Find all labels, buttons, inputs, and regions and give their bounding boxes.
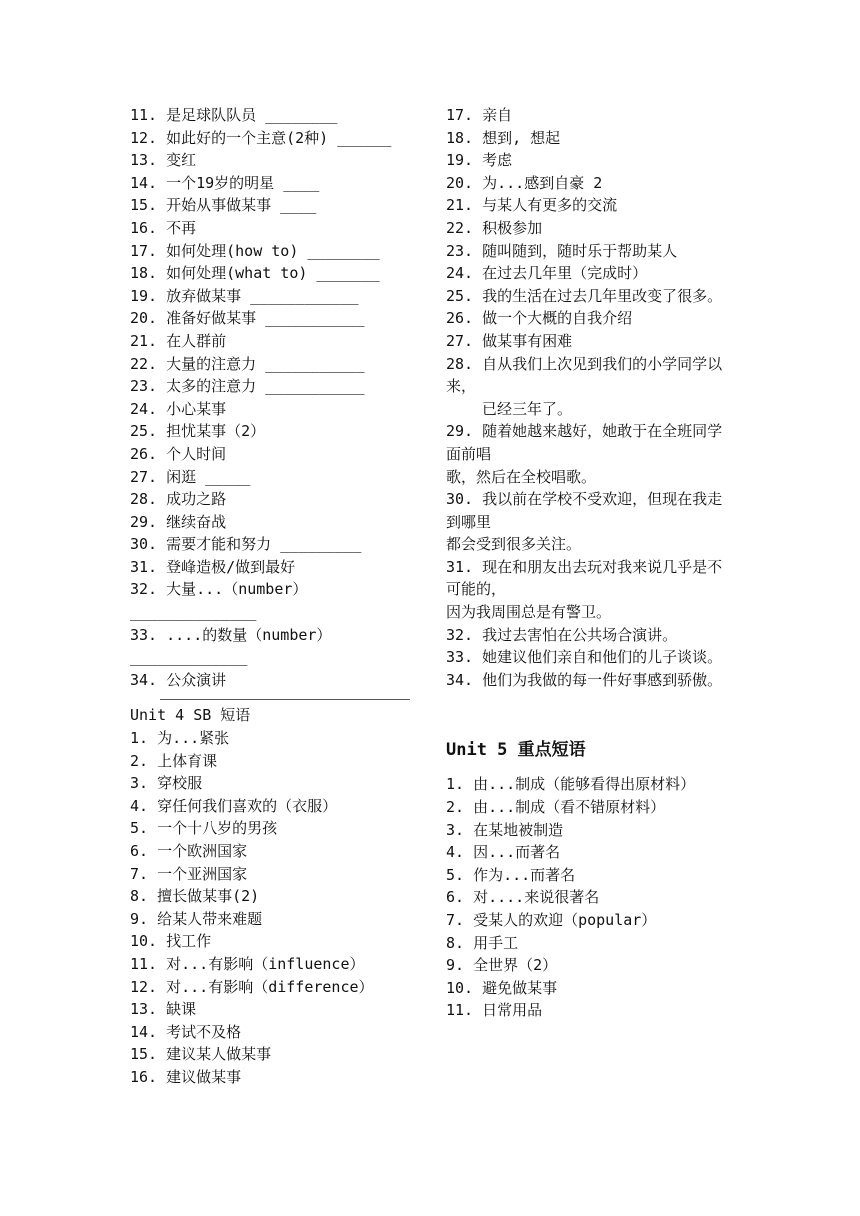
right-column — [446, 104, 736, 1022]
list-item: 29. 继续奋战 — [130, 512, 227, 531]
list-item: 9. 全世界（2） — [446, 956, 558, 975]
list-item: 21. 在人群前 — [130, 331, 227, 350]
list-item: 30. 需要才能和努力 _________ — [130, 535, 362, 554]
list-item: 22. 积极参加 — [446, 218, 543, 237]
list-item: 15. 开始从事做某事 ____ — [130, 196, 317, 215]
list-item: 2. 上体育课 — [130, 751, 218, 770]
list-item: 30. 我以前在学校不受欢迎，但现在我走到哪里 — [446, 490, 723, 531]
list-item: 9. 给某人带来难题 — [130, 909, 263, 928]
list-item: 4. 穿任何我们喜欢的（衣服） — [130, 796, 338, 815]
list-item-blank: _____________ — [130, 648, 248, 667]
list-item: 11. 是足球队队员 ________ — [130, 106, 338, 124]
list-item-continuation: 都会受到很多关注。 — [446, 535, 582, 554]
list-item: 32. 我过去害怕在公共场合演讲。 — [446, 625, 678, 644]
list-item: 20. 准备好做某事 ___________ — [130, 309, 365, 328]
list-item: 17. 亲自 — [446, 106, 513, 124]
list-item-continuation: 歌，然后在全校唱歌。 — [446, 467, 597, 486]
list-item: 4. 因...而著名 — [446, 843, 561, 862]
list-item: 3. 在某地被制造 — [446, 820, 564, 839]
list-item: 6. 一个欧洲国家 — [130, 842, 248, 860]
list-item: 23. 随叫随到，随时乐于帮助某人 — [446, 241, 678, 260]
list-item-continuation: 已经三年了。 — [482, 399, 573, 418]
list-item: 16. 建议做某事 — [130, 1067, 242, 1086]
list-item: 1. 由...制成（能够看得出原材料） — [446, 775, 696, 794]
list-item-blank: ______________ — [130, 603, 257, 622]
list-item: 24. 小心某事 — [130, 399, 227, 418]
list-item: 12. 对...有影响（difference） — [130, 977, 374, 996]
list-item: 21. 与某人有更多的交流 — [446, 196, 618, 215]
list-item: 16. 不再 — [130, 218, 197, 237]
list-item: 28. 成功之路 — [130, 490, 227, 509]
list-item: 2. 由...制成（看不错原材料） — [446, 798, 666, 817]
list-item: 19. 考虑 — [446, 151, 513, 170]
list-item: 22. 大量的注意力 ___________ — [130, 354, 365, 373]
list-item: 3. 穿校服 — [130, 774, 203, 793]
list-item: 27. 闲逛 _____ — [130, 467, 251, 486]
list-item: 10. 避免做某事 — [446, 978, 558, 997]
left-column — [130, 104, 420, 1089]
list-item: 26. 做一个大概的自我介绍 — [446, 309, 633, 328]
list-item: 14. 考试不及格 — [130, 1022, 242, 1041]
list-item: 11. 日常用品 — [446, 1001, 543, 1020]
list-item: 28. 自从我们上次见到我们的小学同学以来， — [446, 354, 723, 396]
list-item: 1. 为...紧张 — [130, 729, 230, 748]
list-item: 23. 太多的注意力 ___________ — [130, 377, 365, 396]
list-item: 14. 一个19岁的明星 ____ — [130, 173, 320, 192]
list-item: 34. 公众演讲 — [130, 670, 227, 689]
list-item: 8. 擅长做某事(2) — [130, 887, 260, 906]
list-item: 32. 大量...（number） — [130, 580, 308, 599]
list-item: 26. 个人时间 — [130, 444, 227, 463]
list-item: 18. 如何处理(what to) _______ — [130, 264, 380, 283]
list-item: 25. 担忧某事（2） — [130, 422, 266, 441]
unit4-title: Unit 4 SB 短语 — [130, 706, 251, 725]
list-item: 13. 变红 — [130, 151, 197, 170]
list-item: 31. 登峰造极/做到最好 — [130, 557, 296, 576]
list-item: 27. 做某事有困难 — [446, 331, 573, 350]
list-item: 7. 一个亚洲国家 — [130, 864, 248, 883]
list-item: 13. 缺课 — [130, 1000, 197, 1019]
list-item: 11. 对...有影响（influence） — [130, 954, 365, 973]
answer-blank-line — [160, 691, 410, 700]
list-item: 24. 在过去几年里（完成时） — [446, 264, 648, 283]
list-item: 7. 受某人的欢迎（popular） — [446, 911, 657, 929]
list-item: 31. 现在和朋友出去玩对我来说几乎是不可能的， — [446, 557, 723, 599]
list-item: 5. 作为...而著名 — [446, 865, 576, 884]
list-item: 10. 找工作 — [130, 932, 212, 951]
unit5-title: Unit 5 重点短语 — [446, 740, 586, 761]
list-item: 34. 他们为我做的每一件好事感到骄傲。 — [446, 670, 723, 689]
list-item: 25. 我的生活在过去几年里改变了很多。 — [446, 286, 723, 305]
list-item: 18. 想到, 想起 — [446, 128, 561, 147]
list-item: 29. 随着她越来越好，她敢于在全班同学面前唱 — [446, 422, 723, 463]
list-item-continuation: 因为我周围总是有警卫。 — [446, 603, 612, 622]
list-item: 33. 她建议他们亲自和他们的儿子谈谈。 — [446, 648, 723, 667]
list-item: 6. 对....来说很著名 — [446, 888, 600, 907]
list-item: 33. ....的数量（number） — [130, 625, 332, 644]
list-item: 8. 用手工 — [446, 933, 519, 952]
list-item: 15. 建议某人做某事 — [130, 1045, 272, 1064]
list-item: 12. 如此好的一个主意(2种) ______ — [130, 128, 392, 147]
list-item: 20. 为...感到自豪 2 — [446, 173, 603, 192]
list-item: 5. 一个十八岁的男孩 — [130, 819, 278, 838]
list-item: 17. 如何处理(how to) ________ — [130, 241, 380, 260]
list-item: 19. 放弃做某事 ____________ — [130, 286, 359, 305]
